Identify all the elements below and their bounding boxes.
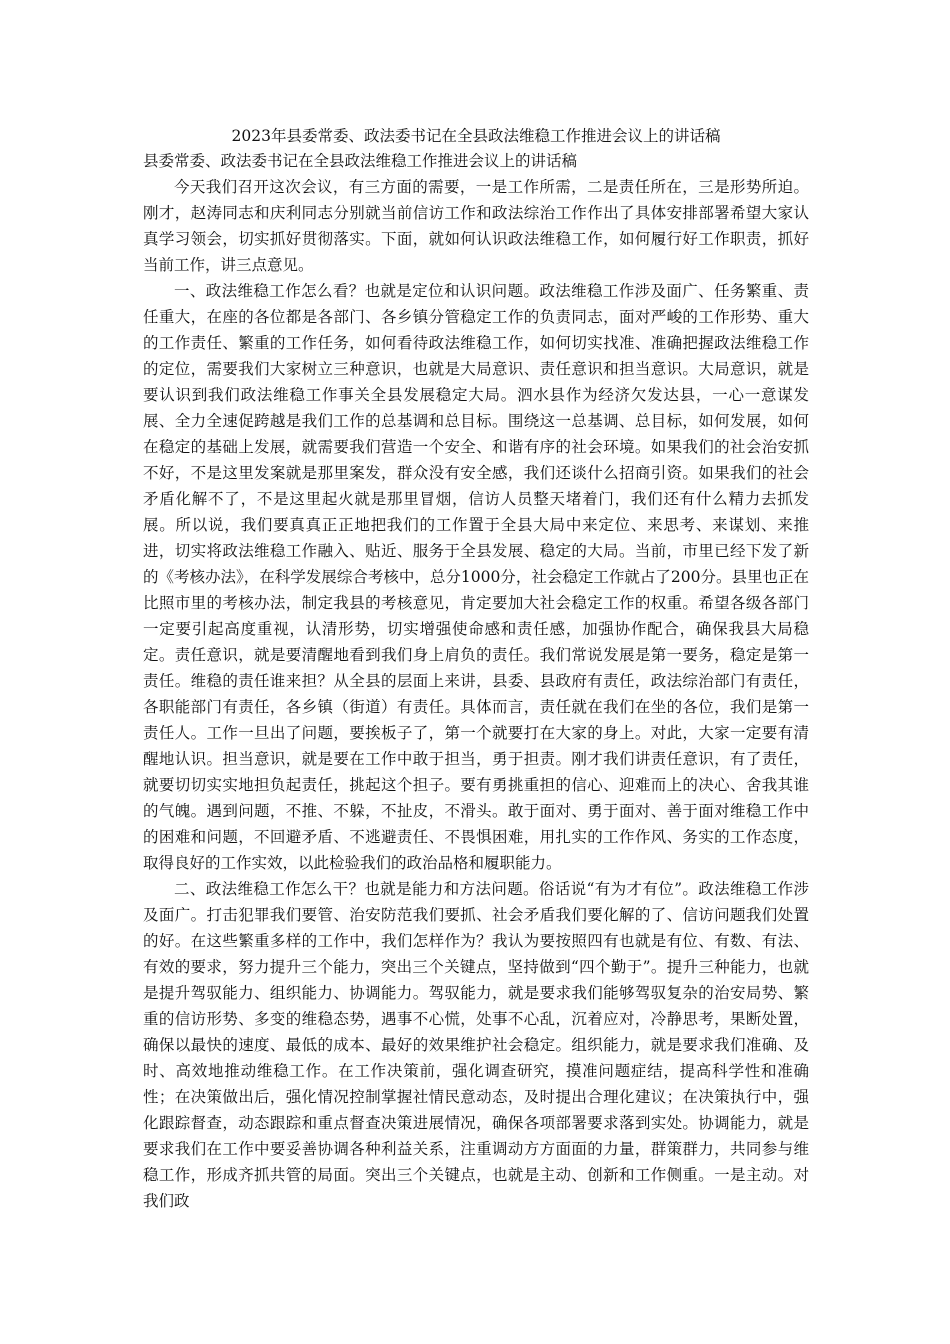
- paragraph-section-two: 二、政法维稳工作怎么干？也就是能力和方法问题。俗话说“有为才有位”。政法维稳工作涉及面广。打击犯罪我们要管、治安防范我们要抓、社会矛盾我们要化解的了、信访问题我们处置的好。在这些繁重多样的工作中，我们怎样作为？我认为要按照四有也就是有位、有数、有法、有效的要求，努力提升三个能力，突出三个关键点，坚持做到“四个勤于”。提升三种能力，也就是提升驾驭能力、组织能力、协调能力。驾驭能力，就是要求我们能够驾驭复杂的治安局势、繁重的信访形势、多变的维稳态势，遇事不心慌，处事不心乱，沉着应对，冷静思考，果断处置，确保以最快的速度、最低的成本、最好的效果维护社会稳定。组织能力，就是要求我们准确、及时、高效地推动维稳工作。在工作决策前，强化调查研究，摸准问题症结，提高科学性和准确性；在决策做出后，强化情况控制掌握社情民意动态，及时提出合理化建议；在决策执行中，强化跟踪督查，动态跟踪和重点督查决策进展情况，确保各项部署要求落到实处。协调能力，就是要求我们在工作中要妥善协调各种利益关系，注重调动方方面面的力量，群策群力，共同参与维稳工作，形成齐抓共管的局面。突出三个关键点，也就是主动、创新和工作侧重。一是主动。对我们政: [143, 880, 809, 1210]
- document-title: 2023年县委常委、政法委书记在全县政法维稳工作推进会议上的讲话稿: [231, 127, 721, 145]
- paragraph-intro: 今天我们召开这次会议，有三方面的需要，一是工作所需，二是责任所在，三是形势所迫。刚才，赵涛同志和庆利同志分别就当前信访工作和政法综治工作作出了具体安排部署希望大家认真学习领会，切实抓好贯彻落实。下面，就如何认识政法维稳工作，如何履行好工作职责，抓好当前工作，讲三点意见。: [143, 178, 809, 274]
- paragraph-section-one: 一、政法维稳工作怎么看？也就是定位和认识问题。政法维稳工作涉及面广、任务繁重、责任重大，在座的各位都是各部门、各乡镇分管稳定工作的负责同志，面对严峻的工作形势、重大的工作责任、繁重的工作任务，如何看待政法维稳工作，如何切实找准、准确把握政法维稳工作的定位，需要我们大家树立三种意识，也就是大局意识、责任意识和担当意识。大局意识，就是要认识到我们政法维稳工作事关全县发展稳定大局。泗水县作为经济欠发达县，一心一意谋发展、全力全速促跨越是我们工作的总基调和总目标。围绕这一总基调、总目标，如何发展，如何在稳定的基础上发展，就需要我们营造一个安全、和谐有序的社会环境。如果我们的社会治安抓不好，不是这里发案就是那里案发，群众没有安全感，我们还谈什么招商引资。如果我们的社会矛盾化解不了，不是这里起火就是那里冒烟，信访人员整天堵着门，我们还有什么精力去抓发展。所以说，我们要真真正正地把我们的工作置于全县大局中来定位、来思考、来谋划、来推进，切实将政法维稳工作融入、贴近、服务于全县发展、稳定的大局。当前，市里已经下发了新的《考核办法》，在科学发展综合考核中，总分1000分，社会稳定工作就占了200分。县里也正在比照市里的考核办法，制定我县的考核意见，肯定要加大社会稳定工作的权重。希望各级各部门一定要引起高度重视，认清形势，切实增强使命感和责任感，加强协作配合，确保我县大局稳定。责任意识，就是要清醒地看到我们身上肩负的责任。我们常说发展是第一要务，稳定是第一责任。维稳的责任谁来担？从全县的层面上来讲，县委、县政府有责任，政法综治部门有责任，各职能部门有责任，各乡镇（街道）有责任。具体而言，责任就在我们在坐的各位，我们是第一责任人。工作一旦出了问题，要挨板子了，第一个就要打在大家的身上。对此，大家一定要有清醒地认识。担当意识，就是要在工作中敢于担当，勇于担责。刚才我们讲责任意识，有了责任，就要切切实实地担负起责任，挑起这个担子。要有勇挑重担的信心、迎难而上的决心、舍我其谁的气魄。遇到问题，不推、不躲，不扯皮，不滑头。敢于面对、勇于面对、善于面对维稳工作中的困难和问题，不回避矛盾、不逃避责任、不畏惧困难，用扎实的工作作风、务实的工作态度，取得良好的工作实效，以此检验我们的政治品格和履职能力。: [143, 282, 809, 872]
- document-page: [143, 124, 809, 1214]
- document-subtitle: 县委常委、政法委书记在全县政法维稳工作推进会议上的讲话稿: [143, 152, 578, 170]
